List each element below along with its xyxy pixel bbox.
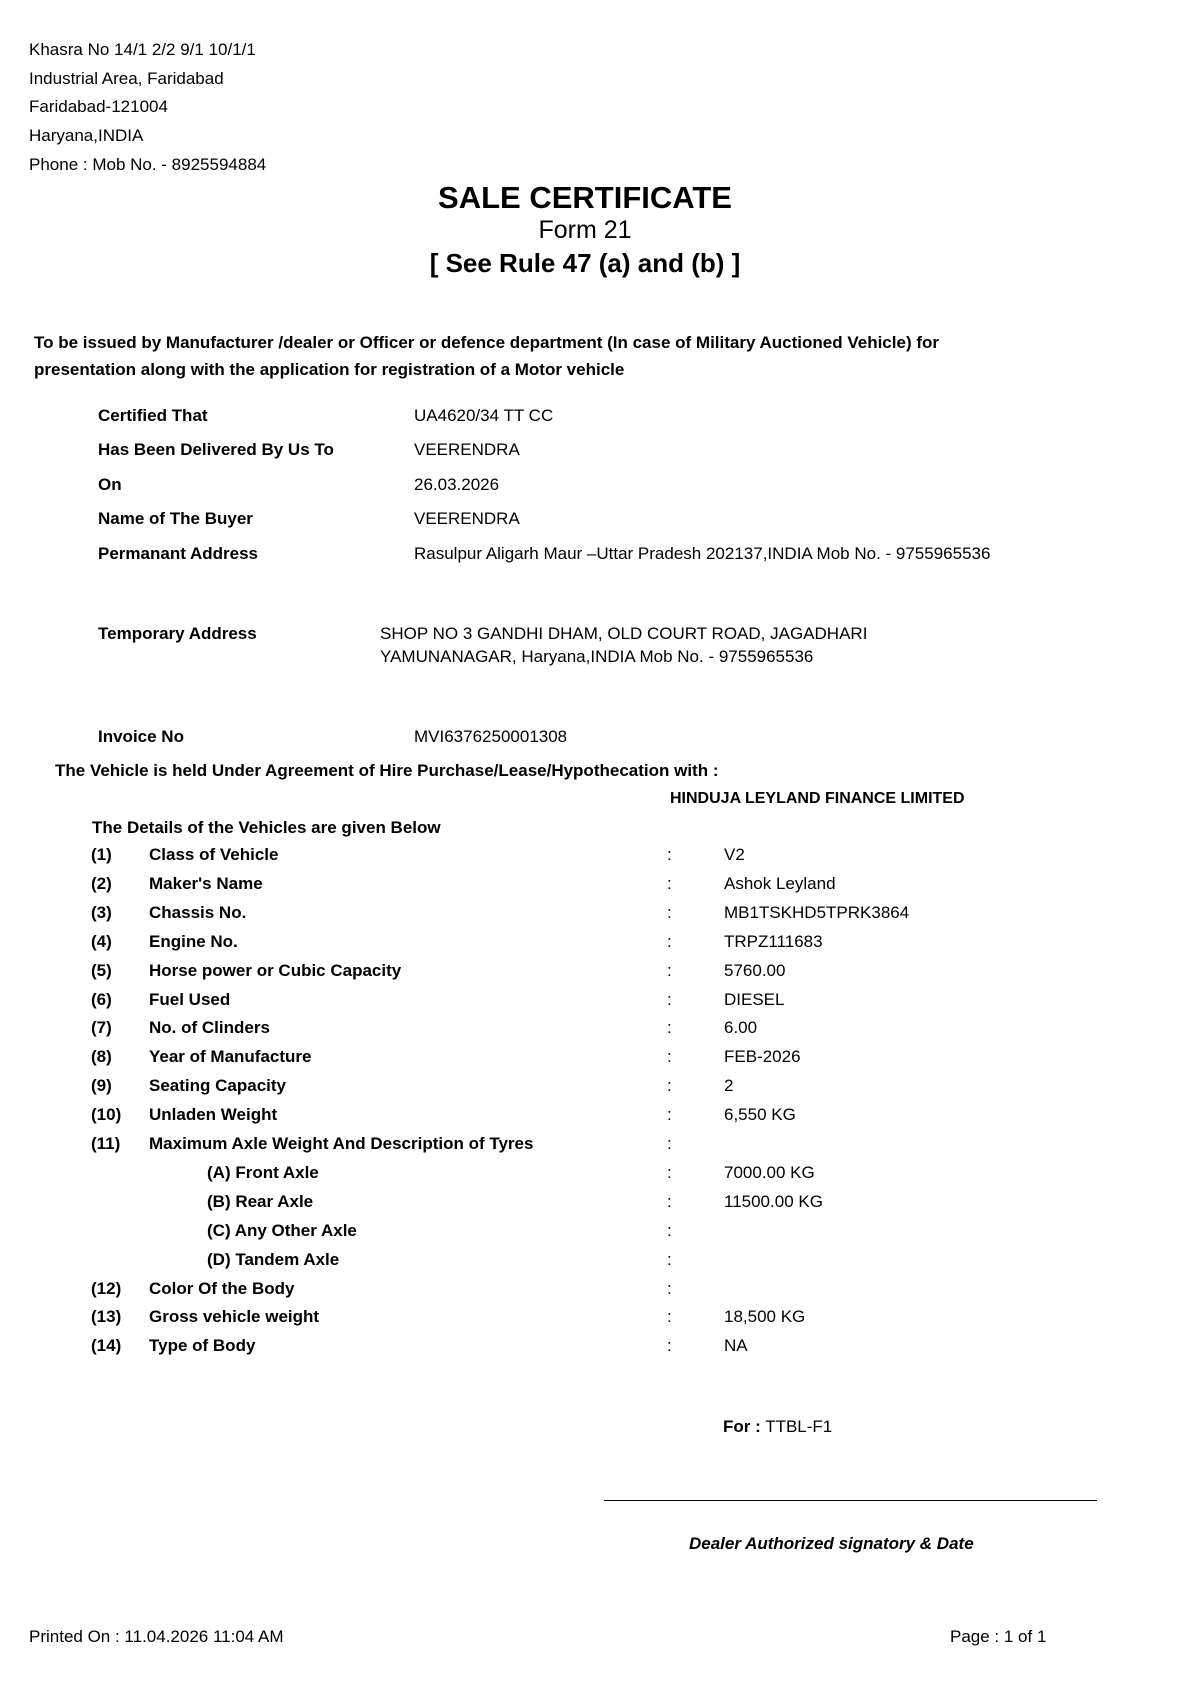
detail-row-number: (12)	[91, 1279, 122, 1298]
detail-row-label: (B) Rear Axle	[207, 1192, 314, 1211]
detail-row-number: (8)	[91, 1047, 112, 1066]
buyer-name-label: Name of The Buyer	[98, 509, 253, 528]
detail-row-colon: :	[667, 1018, 672, 1037]
detail-row-value: Ashok Leyland	[724, 874, 836, 893]
detail-row-value: 18,500 KG	[724, 1307, 806, 1326]
detail-row-label: Engine No.	[149, 932, 238, 951]
form-number: Form 21	[538, 216, 632, 244]
detail-row-colon: :	[667, 961, 672, 980]
detail-row-colon: :	[667, 1105, 672, 1124]
detail-row-number: (6)	[91, 990, 112, 1009]
for-label: For :	[723, 1417, 761, 1436]
delivered-to-label: Has Been Delivered By Us To	[98, 440, 334, 459]
detail-row-label: Year of Manufacture	[149, 1047, 312, 1066]
detail-row-value: NA	[724, 1336, 748, 1355]
rule-reference: [ See Rule 47 (a) and (b) ]	[429, 248, 741, 278]
detail-row-colon: :	[667, 874, 672, 893]
detail-row-label: Maximum Axle Weight And Description of Tyres	[149, 1134, 534, 1153]
buyer-name-value: VEERENDRA	[414, 509, 520, 528]
detail-row-number: (7)	[91, 1018, 112, 1037]
detail-row-label: Horse power or Cubic Capacity	[149, 961, 402, 980]
detail-row-colon: :	[667, 1221, 672, 1240]
delivered-to-value: VEERENDRA	[414, 440, 520, 459]
detail-row-value: V2	[724, 845, 745, 864]
permanent-address-label: Permanant Address	[98, 544, 258, 563]
detail-row-label: Chassis No.	[149, 903, 247, 922]
detail-row-number: (3)	[91, 903, 112, 922]
temporary-address-line1: SHOP NO 3 GANDHI DHAM, OLD COURT ROAD, JAGADHARI	[380, 624, 868, 643]
financer-name: HINDUJA LEYLAND FINANCE LIMITED	[670, 790, 965, 807]
detail-row-number: (11)	[91, 1134, 121, 1153]
detail-row-number: (1)	[91, 845, 112, 864]
detail-row-colon: :	[667, 1163, 672, 1182]
detail-row-value: TRPZ111683	[724, 932, 823, 951]
detail-row-colon: :	[667, 845, 672, 864]
detail-row-colon: :	[667, 1047, 672, 1066]
permanent-address-value: Rasulpur Aligarh Maur –Uttar Pradesh 202137,INDIA Mob No. - 9755965536	[414, 544, 991, 563]
detail-row-label: No. of Clinders	[149, 1018, 270, 1037]
detail-row-label: Color Of the Body	[149, 1279, 295, 1298]
certified-that-label: Certified That	[98, 406, 208, 425]
signature-line	[604, 1500, 1097, 1501]
detail-row-number: (2)	[91, 874, 112, 893]
detail-row-value: 5760.00	[724, 961, 786, 980]
detail-row-colon: :	[667, 903, 672, 922]
detail-row-number: (13)	[91, 1307, 122, 1326]
address-line: Industrial Area, Faridabad	[29, 69, 224, 88]
detail-row-value: 6,550 KG	[724, 1105, 796, 1124]
detail-row-label: Type of Body	[149, 1336, 256, 1355]
details-heading: The Details of the Vehicles are given Below	[92, 818, 441, 837]
address-line: Haryana,INDIA	[29, 126, 144, 145]
detail-row-value: 7000.00 KG	[724, 1163, 815, 1182]
detail-row-value: DIESEL	[724, 990, 785, 1009]
page-number: Page : 1 of 1	[950, 1627, 1047, 1646]
hypothecation-statement: The Vehicle is held Under Agreement of Hire Purchase/Lease/Hypothecation with :	[55, 761, 719, 780]
for-dealer	[723, 1417, 832, 1437]
detail-row-label: Maker's Name	[149, 874, 263, 893]
temporary-address-label: Temporary Address	[98, 624, 257, 643]
detail-row-number: (9)	[91, 1076, 112, 1095]
detail-row-number: (5)	[91, 961, 112, 980]
detail-row-colon: :	[667, 1336, 672, 1355]
delivery-date-value: 26.03.2026	[414, 475, 500, 494]
detail-row-colon: :	[667, 1307, 672, 1326]
detail-row-label: Gross vehicle weight	[149, 1307, 320, 1326]
detail-row-number: (10)	[91, 1105, 122, 1124]
detail-row-colon: :	[667, 1076, 672, 1095]
detail-row-label: Unladen Weight	[149, 1105, 278, 1124]
detail-row-label: Fuel Used	[149, 990, 231, 1009]
detail-row-label: Class of Vehicle	[149, 845, 279, 864]
detail-row-colon: :	[667, 990, 672, 1009]
detail-row-colon: :	[667, 1192, 672, 1211]
certified-that-value: UA4620/34 TT CC	[414, 406, 554, 425]
detail-row-label: (D) Tandem Axle	[207, 1250, 340, 1269]
printed-on: Printed On : 11.04.2026 11:04 AM	[29, 1627, 284, 1646]
invoice-no-label: Invoice No	[98, 727, 184, 746]
document-title: SALE CERTIFICATE	[438, 180, 732, 215]
address-line: Faridabad-121004	[29, 97, 168, 116]
for-value: TTBL-F1	[765, 1417, 833, 1436]
signatory-label: Dealer Authorized signatory & Date	[689, 1534, 974, 1553]
detail-row-value: 11500.00 KG	[724, 1192, 823, 1211]
detail-row-value: 2	[724, 1076, 734, 1095]
detail-row-label: (C) Any Other Axle	[207, 1221, 357, 1240]
temporary-address-line2: YAMUNANAGAR, Haryana,INDIA Mob No. - 9755965536	[380, 647, 814, 666]
detail-row-number: (14)	[91, 1336, 122, 1355]
detail-row-value: FEB-2026	[724, 1047, 801, 1066]
detail-row-value: MB1TSKHD5TPRK3864	[724, 903, 910, 922]
invoice-no-value: MVI6376250001308	[414, 727, 568, 746]
address-line: Khasra No 14/1 2/2 9/1 10/1/1	[29, 40, 256, 59]
intro-text: To be issued by Manufacturer /dealer or Officer or defence department (In case of Military Auctioned Vehicle) for presentation along with the application for registration of a Motor vehicle	[34, 333, 939, 379]
detail-row-colon: :	[667, 1279, 672, 1298]
detail-row-colon: :	[667, 1250, 672, 1269]
detail-row-number: (4)	[91, 932, 112, 951]
address-line: Phone : Mob No. - 8925594884	[29, 155, 267, 174]
delivery-date-label: On	[98, 475, 122, 494]
detail-row-value: 6.00	[724, 1018, 758, 1037]
detail-row-label: (A) Front Axle	[207, 1163, 319, 1182]
detail-row-colon: :	[667, 1134, 672, 1153]
detail-row-colon: :	[667, 932, 672, 951]
detail-row-label: Seating Capacity	[149, 1076, 286, 1095]
